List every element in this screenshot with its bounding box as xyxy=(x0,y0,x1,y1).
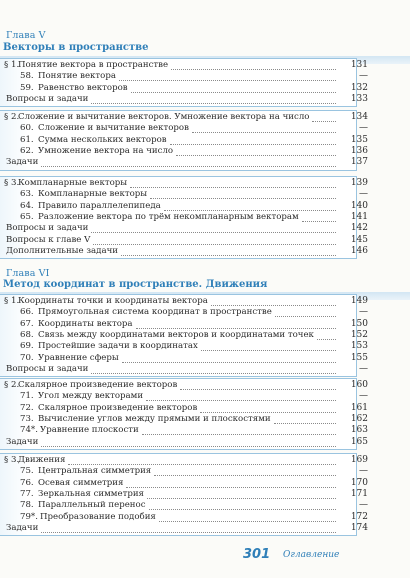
entry-title: Сумма нескольких векторов xyxy=(38,134,167,145)
entry-page-number: 169 xyxy=(350,455,368,465)
entry-title: Компланарные векторы xyxy=(38,189,148,200)
entry-page-number: 174 xyxy=(350,522,368,533)
leader-dots xyxy=(147,497,336,499)
chapter-label: Глава V xyxy=(6,30,46,41)
toc-entry[interactable] xyxy=(0,157,410,168)
entry-page-number: 146 xyxy=(350,245,368,256)
leader-dots xyxy=(200,411,336,413)
entry-title: Координаты вектора xyxy=(38,318,133,329)
entry-page-number: 160 xyxy=(350,380,368,390)
toc-entry[interactable] xyxy=(0,246,410,257)
toc-entry[interactable] xyxy=(0,235,410,246)
entry-page-number: 172 xyxy=(350,511,368,522)
entry-number: § 2. xyxy=(4,112,20,122)
entry-number: 58. xyxy=(20,71,34,82)
toc-entry[interactable] xyxy=(0,94,410,105)
entry-title: Координаты точки и координаты вектора xyxy=(18,296,208,306)
entry-number: § 2. xyxy=(4,380,20,390)
leader-dots xyxy=(312,120,336,122)
toc-section xyxy=(0,176,410,259)
entry-page-number: — xyxy=(359,307,368,318)
entry-number: 68. xyxy=(20,329,34,340)
leader-dots xyxy=(302,220,336,222)
entry-title: Простейшие задачи в координатах xyxy=(38,341,198,352)
entry-title: Прямоугольная система координат в пространстве xyxy=(38,307,272,318)
entry-title: Параллельный перенос xyxy=(38,500,146,511)
entry-page-number: 135 xyxy=(350,134,368,145)
entry-page-number: 139 xyxy=(350,178,368,188)
entry-number: 67. xyxy=(20,318,34,329)
entry-number: 65. xyxy=(20,211,34,222)
entry-number: 78. xyxy=(20,500,34,511)
page-number: 301 xyxy=(243,547,271,562)
entry-title: Скалярное произведение векторов xyxy=(38,402,198,413)
toc-entry[interactable] xyxy=(0,223,410,234)
entry-page-number: 141 xyxy=(350,211,368,222)
entry-number: 73. xyxy=(20,413,34,424)
entry-page-number: — xyxy=(359,363,368,374)
leader-dots xyxy=(150,197,336,199)
leader-dots xyxy=(126,486,336,488)
toc-entry[interactable] xyxy=(0,319,410,330)
entry-page-number: 170 xyxy=(350,477,368,488)
entry-page-number: — xyxy=(359,391,368,402)
leader-dots xyxy=(91,372,336,374)
toc-section xyxy=(0,378,410,450)
entry-title: Умножение вектора на число xyxy=(38,145,174,156)
leader-dots xyxy=(159,520,336,522)
entry-title: Уравнение плоскости xyxy=(40,425,139,436)
entry-number: 77. xyxy=(20,488,34,499)
entry-number: 63. xyxy=(20,189,34,200)
entry-page-number: 140 xyxy=(350,200,368,211)
entry-page-number: — xyxy=(359,500,368,511)
toc-section xyxy=(0,453,410,536)
toc-entry[interactable] xyxy=(0,512,410,523)
leader-dots xyxy=(119,79,336,81)
toc-entry[interactable] xyxy=(0,500,410,511)
leader-dots xyxy=(192,131,336,133)
leader-dots xyxy=(41,165,336,167)
entry-title: Понятие вектора в пространстве xyxy=(18,60,169,70)
leader-dots xyxy=(154,474,336,476)
entry-number: 66. xyxy=(20,307,34,318)
chapter-label: Глава VI xyxy=(6,268,50,279)
leader-dots xyxy=(164,209,336,211)
entry-page-number: 149 xyxy=(350,296,368,306)
leader-dots xyxy=(176,154,336,156)
entry-page-number: 152 xyxy=(350,329,368,340)
page-footer xyxy=(0,547,410,567)
entry-title: Вычисление углов между прямыми и плоскостями xyxy=(38,413,271,424)
leader-dots xyxy=(130,186,336,188)
leader-dots xyxy=(142,433,336,435)
footer-section-title: Оглавление xyxy=(283,550,340,560)
leader-dots xyxy=(201,349,336,351)
toc-entry[interactable] xyxy=(0,489,410,500)
entry-title: Вопросы к главе V xyxy=(6,234,91,245)
toc-entry[interactable] xyxy=(0,201,410,212)
toc-entry[interactable] xyxy=(0,391,410,402)
leader-dots xyxy=(317,338,336,340)
leader-dots xyxy=(180,388,336,390)
toc-section-heading[interactable] xyxy=(0,455,410,466)
entry-page-number: 132 xyxy=(350,82,368,93)
entry-title: Задачи xyxy=(6,157,39,168)
entry-title: Зеркальная симметрия xyxy=(38,488,144,499)
toc-entry[interactable] xyxy=(0,341,410,352)
entry-title: Вопросы и задачи xyxy=(6,223,89,234)
leader-dots xyxy=(91,231,336,233)
leader-dots xyxy=(171,68,336,70)
entry-page-number: — xyxy=(359,466,368,477)
leader-dots xyxy=(136,327,336,329)
entry-number: 75. xyxy=(20,466,34,477)
toc-entry[interactable] xyxy=(0,466,410,477)
entry-page-number: — xyxy=(359,189,368,200)
entry-page-number: 171 xyxy=(350,488,368,499)
entry-title: Компланарные векторы xyxy=(18,178,128,188)
entry-number: 60. xyxy=(20,123,34,134)
toc-entry[interactable] xyxy=(0,307,410,318)
entry-page-number: 145 xyxy=(350,234,368,245)
entry-number: 79*. xyxy=(20,511,38,522)
entry-page-number: 153 xyxy=(350,341,368,352)
toc-entry[interactable] xyxy=(0,123,410,134)
toc-entry[interactable] xyxy=(0,437,410,448)
toc-entry[interactable] xyxy=(0,71,410,82)
leader-dots xyxy=(149,508,336,510)
entry-number: 61. xyxy=(20,134,34,145)
entry-number: 69. xyxy=(20,341,34,352)
toc-entry[interactable] xyxy=(0,189,410,200)
entry-title: Центральная симметрия xyxy=(38,466,152,477)
leader-dots xyxy=(131,91,336,93)
toc-entry[interactable] xyxy=(0,414,410,425)
entry-title: Равенство векторов xyxy=(38,82,128,93)
toc-section xyxy=(0,294,410,377)
leader-dots xyxy=(91,102,336,104)
entry-page-number: — xyxy=(359,71,368,82)
toc-entry[interactable] xyxy=(0,330,410,341)
toc-entry[interactable] xyxy=(0,364,410,375)
toc-entry[interactable] xyxy=(0,83,410,94)
entry-page-number: 142 xyxy=(350,223,368,234)
leader-dots xyxy=(275,315,336,317)
toc-entry[interactable] xyxy=(0,353,410,364)
leader-dots xyxy=(122,361,336,363)
entry-title: Разложение вектора по трём некомпланарным векторам xyxy=(38,211,299,222)
toc-section-heading[interactable] xyxy=(0,60,410,71)
entry-title: Уравнение сферы xyxy=(38,352,119,363)
toc-section-heading[interactable] xyxy=(0,296,410,307)
leader-dots xyxy=(41,531,336,533)
entry-number: § 1. xyxy=(4,60,20,70)
entry-title: Угол между векторами xyxy=(38,391,144,402)
entry-page-number: 163 xyxy=(350,425,368,436)
toc-entry[interactable] xyxy=(0,212,410,223)
leader-dots xyxy=(211,304,336,306)
entry-title: Вопросы и задачи xyxy=(6,93,89,104)
entry-number: 71. xyxy=(20,391,34,402)
toc-section xyxy=(0,110,410,171)
leader-dots xyxy=(93,243,336,245)
entry-title: Преобразование подобия xyxy=(40,511,156,522)
entry-title: Задачи xyxy=(6,522,39,533)
toc-entry[interactable] xyxy=(0,425,410,436)
toc-entry[interactable] xyxy=(0,478,410,489)
entry-page-number: 155 xyxy=(350,352,368,363)
entry-title: Правило параллелепипеда xyxy=(38,200,161,211)
entry-title: Дополнительные задачи xyxy=(6,245,118,256)
leader-dots xyxy=(121,254,336,256)
entry-title: Вопросы и задачи xyxy=(6,363,89,374)
entry-page-number: 134 xyxy=(350,112,368,122)
leader-dots xyxy=(68,463,336,465)
entry-title: Связь между координатами векторов и координатами точек xyxy=(38,329,314,340)
chapter-title: Метод координат в пространстве. Движения xyxy=(3,279,268,290)
entry-title: Задачи xyxy=(6,436,39,447)
entry-title: Понятие вектора xyxy=(38,71,116,82)
entry-number: 76. xyxy=(20,477,34,488)
entry-number: 64. xyxy=(20,200,34,211)
leader-dots xyxy=(41,445,336,447)
entry-page-number: 137 xyxy=(350,157,368,168)
toc-entry[interactable] xyxy=(0,523,410,534)
entry-number: 70. xyxy=(20,352,34,363)
toc-section xyxy=(0,58,410,107)
entry-title: Осевая симметрия xyxy=(38,477,124,488)
toc-section-heading[interactable] xyxy=(0,178,410,189)
entry-number: § 1. xyxy=(4,296,20,306)
entry-number: § 3. xyxy=(4,455,20,465)
leader-dots xyxy=(146,399,336,401)
entry-number: 74*. xyxy=(20,425,38,436)
entry-title: Движения xyxy=(18,455,66,465)
entry-page-number: 131 xyxy=(350,60,368,70)
entry-number: 72. xyxy=(20,402,34,413)
toc-section-heading[interactable] xyxy=(0,380,410,391)
toc-entry[interactable] xyxy=(0,135,410,146)
entry-title: Сложение и вычитание векторов. Умножение вектора на число xyxy=(18,112,310,122)
toc-entry[interactable] xyxy=(0,146,410,157)
entry-title: Сложение и вычитание векторов xyxy=(38,123,189,134)
chapter-title: Векторы в пространстве xyxy=(3,42,149,53)
entry-number: 62. xyxy=(20,145,34,156)
toc-section-heading[interactable] xyxy=(0,112,410,123)
entry-title: Скалярное произведение векторов xyxy=(18,380,178,390)
entry-page-number: 150 xyxy=(350,318,368,329)
entry-number: 59. xyxy=(20,82,34,93)
entry-page-number: 162 xyxy=(350,413,368,424)
entry-page-number: 133 xyxy=(350,93,368,104)
entry-page-number: — xyxy=(359,123,368,134)
entry-page-number: 136 xyxy=(350,145,368,156)
entry-page-number: 161 xyxy=(350,402,368,413)
toc-entry[interactable] xyxy=(0,403,410,414)
entry-page-number: 165 xyxy=(350,436,368,447)
leader-dots xyxy=(274,422,336,424)
entry-number: § 3. xyxy=(4,178,20,188)
leader-dots xyxy=(170,143,336,145)
